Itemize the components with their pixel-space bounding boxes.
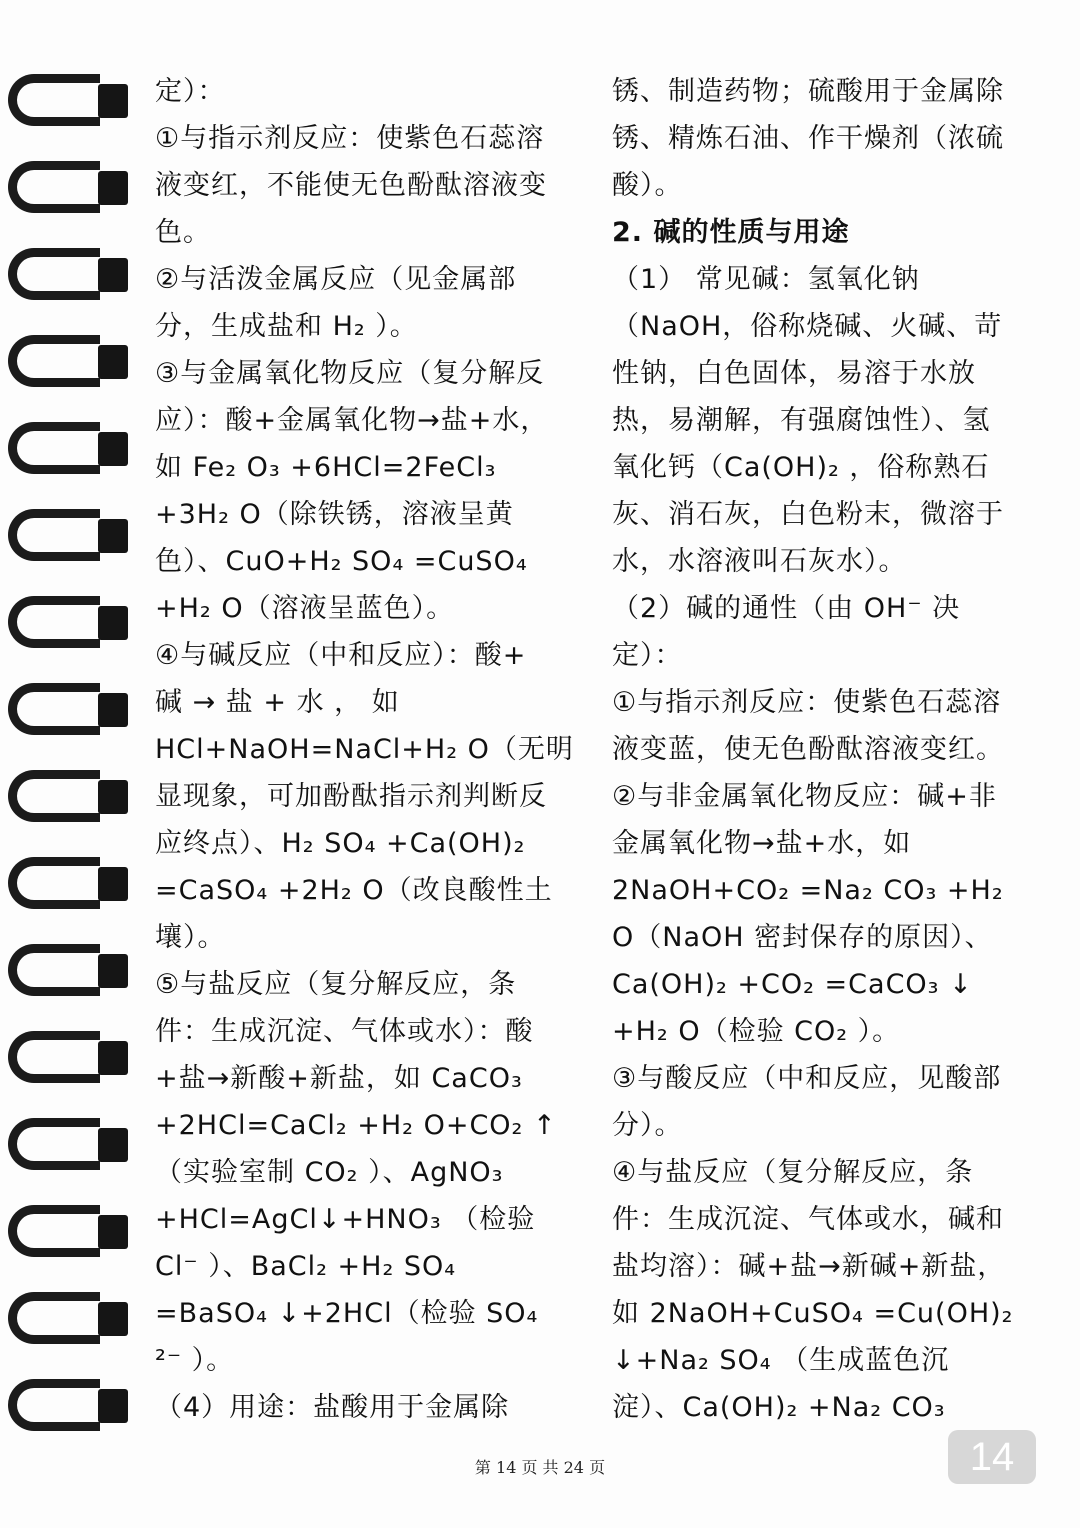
- ring-loop: [8, 248, 100, 300]
- spiral-ring-icon: [8, 1114, 126, 1178]
- text-line: ⑤与盐反应（复分解反应，条: [155, 969, 517, 1000]
- ring-hole: [98, 1128, 128, 1162]
- text-line: 氧化钙（Ca(OH)₂ ，俗称熟石: [612, 452, 990, 483]
- ring-loop: [8, 857, 100, 909]
- ring-hole: [98, 1215, 128, 1249]
- text-line: +H₂ O（检验 CO₂ ）。: [612, 1016, 901, 1047]
- text-line: 热，易潮解，有强腐蚀性）、氢: [612, 405, 991, 436]
- ring-loop: [8, 161, 100, 213]
- ring-hole: [98, 84, 128, 118]
- text-line: 应终点）、H₂ SO₄ +Ca(OH)₂: [155, 828, 526, 859]
- page-footer: 第 14 页 共 24 页: [474, 1458, 606, 1477]
- text-line: +H₂ O（溶液呈蓝色）。: [155, 593, 455, 624]
- ring-loop: [8, 1379, 100, 1431]
- spiral-ring-icon: [8, 418, 126, 482]
- ring-hole: [98, 432, 128, 466]
- text-line: Ca(OH)₂ +CO₂ =CaCO₃ ↓: [612, 969, 973, 1000]
- ring-hole: [98, 345, 128, 379]
- spiral-ring-icon: [8, 1375, 126, 1439]
- text-line: 淀）、Ca(OH)₂ +Na₂ CO₃: [612, 1392, 946, 1423]
- text-line: 件：生成沉淀、气体或水，碱和: [612, 1204, 1004, 1235]
- text-line: 如 2NaOH+CuSO₄ =Cu(OH)₂: [612, 1298, 1014, 1329]
- text-line: 壤）。: [155, 922, 226, 953]
- spiral-ring-icon: [8, 679, 126, 743]
- text-line: O（NaOH 密封保存的原因）、: [612, 922, 993, 953]
- spiral-ring-icon: [8, 766, 126, 830]
- text-line: （NaOH，俗称烧碱、火碱、苛: [612, 311, 1003, 342]
- right-column: [612, 68, 1032, 1431]
- spiral-ring-icon: [8, 70, 126, 134]
- ring-loop: [8, 422, 100, 474]
- spiral-ring-icon: [8, 1201, 126, 1265]
- text-line: ²⁻ ）。: [155, 1345, 235, 1376]
- text-line: 件：生成沉淀、气体或水）：酸: [155, 1016, 534, 1047]
- ring-loop: [8, 596, 100, 648]
- text-line: =BaSO₄ ↓+2HCl（检验 SO₄: [155, 1298, 539, 1329]
- text-line: （实验室制 CO₂ ）、AgNO₃: [155, 1157, 504, 1188]
- text-line: 盐均溶）：碱+盐→新碱+新盐，: [612, 1251, 1006, 1282]
- text-line: 分，生成盐和 H₂ ）。: [155, 311, 418, 342]
- text-line: （2）碱的通性（由 OH⁻ 决: [612, 593, 961, 624]
- text-line: 锈、精炼石油、作干燥剂（浓硫: [612, 123, 1004, 154]
- spiral-ring-icon: [8, 592, 126, 656]
- spiral-ring-icon: [8, 1027, 126, 1091]
- text-line: 分）。: [612, 1110, 683, 1141]
- text-line: 2NaOH+CO₂ =Na₂ CO₃ +H₂: [612, 875, 1004, 906]
- text-line: 锈、制造药物；硫酸用于金属除: [612, 76, 1004, 107]
- ring-loop: [8, 1118, 100, 1170]
- left-column: [155, 68, 575, 1431]
- text-line: （1） 常见碱：氢氧化钠: [612, 264, 920, 295]
- text-line: 应）：酸+金属氧化物→盐+水，: [155, 405, 549, 436]
- text-line: +2HCl=CaCl₂ +H₂ O+CO₂ ↑: [155, 1110, 557, 1141]
- ring-hole: [98, 606, 128, 640]
- text-line: Cl⁻ ）、BaCl₂ +H₂ SO₄: [155, 1251, 457, 1282]
- spiral-ring-icon: [8, 244, 126, 308]
- ring-loop: [8, 1205, 100, 1257]
- text-line: ①与指示剂反应：使紫色石蕊溶: [155, 123, 545, 154]
- text-line: （4）用途：盐酸用于金属除: [155, 1392, 510, 1423]
- text-line: 水，水溶液叫石灰水）。: [612, 546, 907, 577]
- text-line: 定）：: [612, 640, 683, 671]
- text-line: 色。: [155, 217, 211, 248]
- text-line: ③与酸反应（中和反应，见酸部: [612, 1063, 1002, 1094]
- spiral-ring-icon: [8, 853, 126, 917]
- text-line: 金属氧化物→盐+水，如: [612, 828, 912, 859]
- text-line: ④与碱反应（中和反应）：酸+: [155, 640, 527, 671]
- ring-hole: [98, 519, 128, 553]
- ring-hole: [98, 1389, 128, 1423]
- ring-loop: [8, 770, 100, 822]
- text-line: 灰、消石灰，白色粉末，微溶于: [612, 499, 1004, 530]
- ring-loop: [8, 1031, 100, 1083]
- spiral-ring-icon: [8, 940, 126, 1004]
- text-line: ④与盐反应（复分解反应，条: [612, 1157, 974, 1188]
- ring-loop: [8, 509, 100, 561]
- text-line: ③与金属氧化物反应（复分解反: [155, 358, 545, 389]
- text-line: 酸）。: [612, 170, 683, 201]
- text-line: 碱 → 盐 + 水 ， 如: [155, 687, 400, 718]
- spiral-ring-icon: [8, 331, 126, 395]
- ring-loop: [8, 683, 100, 735]
- text-line: ②与非金属氧化物反应：碱+非: [612, 781, 997, 812]
- text-line: +HCl=AgCl↓+HNO₃ （检验: [155, 1204, 536, 1235]
- text-line: ①与指示剂反应：使紫色石蕊溶: [612, 687, 1002, 718]
- spiral-ring-icon: [8, 157, 126, 221]
- ring-hole: [98, 258, 128, 292]
- text-line: ↓+Na₂ SO₄ （生成蓝色沉: [612, 1345, 950, 1376]
- text-line: 性钠，白色固体，易溶于水放: [612, 358, 976, 389]
- text-line: 色）、CuO+H₂ SO₄ =CuSO₄: [155, 546, 528, 577]
- text-line: 如 Fe₂ O₃ +6HCl=2FeCl₃: [155, 452, 497, 483]
- spiral-binding: [0, 70, 135, 1470]
- ring-loop: [8, 74, 100, 126]
- page-number-badge: 14: [948, 1430, 1036, 1484]
- text-line: +盐→新酸+新盐，如 CaCO₃: [155, 1063, 523, 1094]
- ring-loop: [8, 944, 100, 996]
- ring-hole: [98, 171, 128, 205]
- spiral-ring-icon: [8, 1288, 126, 1352]
- text-line: HCl+NaOH=NaCl+H₂ O（无明: [155, 734, 574, 765]
- ring-hole: [98, 1041, 128, 1075]
- ring-loop: [8, 1292, 100, 1344]
- text-line: 液变蓝，使无色酚酞溶液变红。: [612, 734, 1004, 765]
- text-line: ②与活泼金属反应（见金属部: [155, 264, 517, 295]
- text-line: +3H₂ O（除铁锈，溶液呈黄: [155, 499, 514, 530]
- text-line: =CaSO₄ +2H₂ O（改良酸性土: [155, 875, 553, 906]
- spiral-ring-icon: [8, 505, 126, 569]
- ring-hole: [98, 780, 128, 814]
- text-line: 液变红，不能使无色酚酞溶液变: [155, 170, 547, 201]
- ring-hole: [98, 1302, 128, 1336]
- ring-hole: [98, 954, 128, 988]
- text-line: 2. 碱的性质与用途: [612, 217, 850, 248]
- text-line: 定）：: [155, 76, 226, 107]
- text-line: 显现象，可加酚酞指示剂判断反: [155, 781, 547, 812]
- ring-hole: [98, 693, 128, 727]
- ring-hole: [98, 867, 128, 901]
- ring-loop: [8, 335, 100, 387]
